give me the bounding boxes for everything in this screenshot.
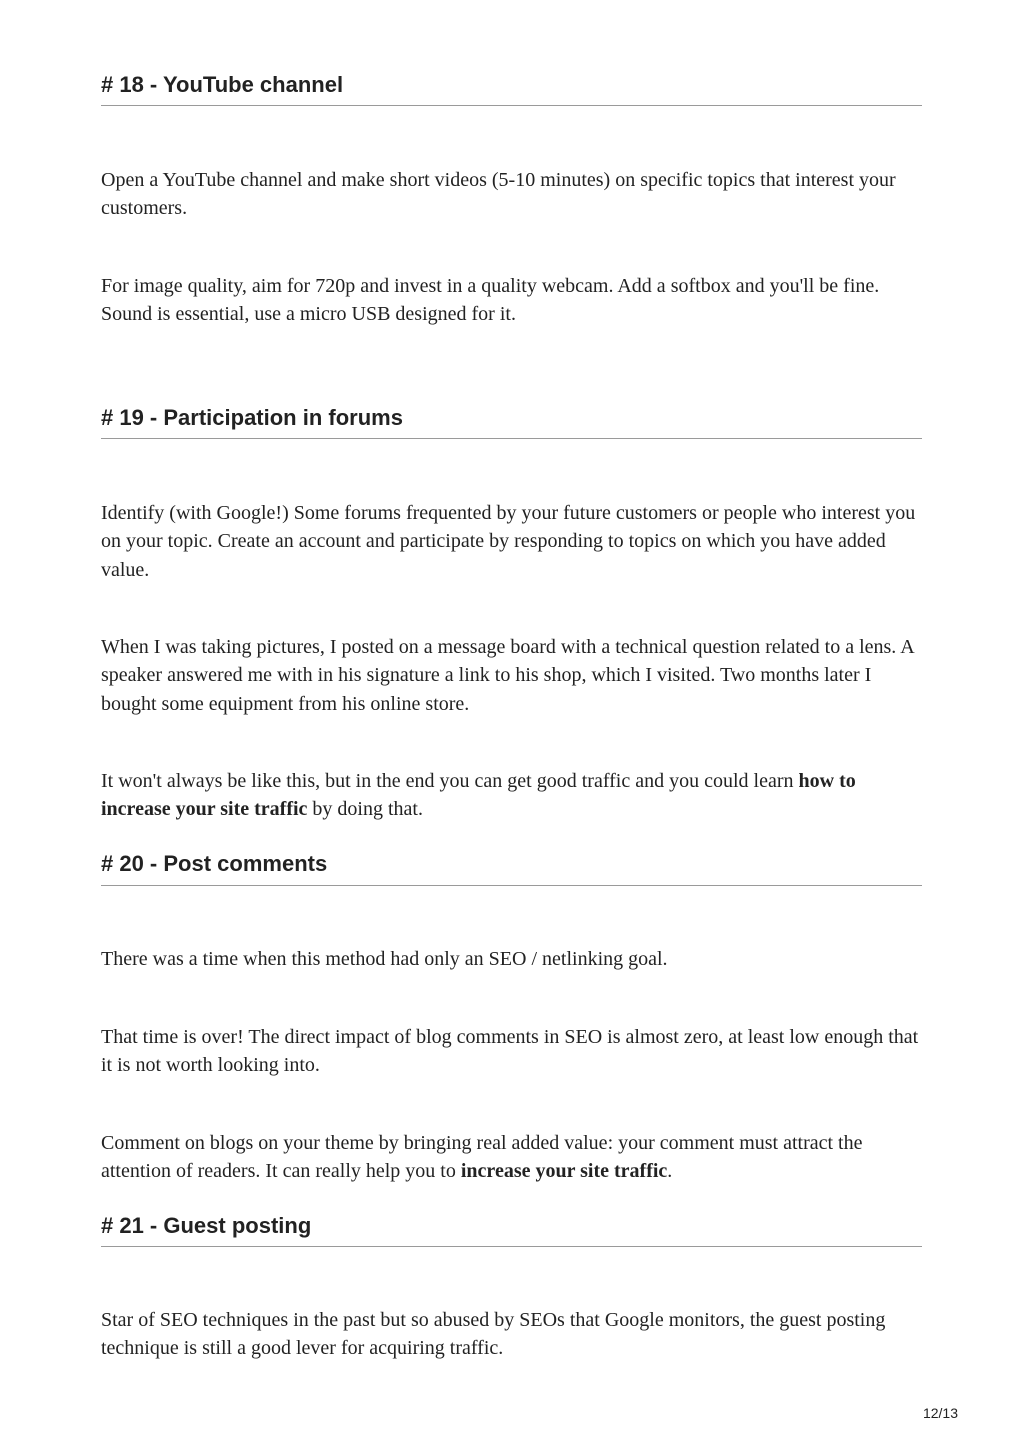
bold-phrase: increase your site traffic bbox=[460, 1160, 668, 1183]
paragraph: That time is over! The direct impact of blog comments in SEO is almost zero, at least low enough that it is not worth looking into. bbox=[101, 1026, 919, 1077]
paragraph: Identify (with Google!) Some forums frequented by your future customers or people who interest you on your topic. Create an account and participate by responding to topics on which you have added value. bbox=[101, 502, 916, 581]
section-divider-20 bbox=[101, 885, 922, 886]
paragraph-text: Comment on blogs on your theme by bringing real added value: your comment must attract the attention of readers. It can really help you to bbox=[101, 1132, 863, 1183]
paragraph: When I was taking pictures, I posted on a message board with a technical question related to a lens. A speaker answered me with in his signature a link to his shop, which I visited. Two months later I bought some equipment from his online store. bbox=[101, 636, 914, 715]
paragraph bbox=[101, 767, 922, 824]
paragraph-text: . bbox=[667, 1160, 673, 1183]
paragraph: Open a YouTube channel and make short videos (5-10 minutes) on specific topics that interest your customers. bbox=[101, 169, 896, 220]
section-heading-21: # 21 - Guest posting bbox=[101, 1213, 312, 1238]
paragraph-text: by doing that. bbox=[307, 798, 423, 821]
paragraph: There was a time when this method had only an SEO / netlinking goal. bbox=[101, 948, 668, 970]
section-divider-19 bbox=[101, 438, 922, 439]
paragraph bbox=[101, 1129, 922, 1186]
section-divider-18 bbox=[101, 105, 922, 106]
paragraph: For image quality, aim for 720p and invest in a quality webcam. Add a softbox and you'll be fine. Sound is essential, use a micro USB designed for it. bbox=[101, 275, 880, 326]
page-number: 12/13 bbox=[922, 1405, 958, 1421]
paragraph: Star of SEO techniques in the past but so abused by SEOs that Google monitors, the guest posting technique is still a good lever for acquiring traffic. bbox=[101, 1309, 886, 1360]
section-heading-19: # 19 - Participation in forums bbox=[101, 405, 403, 430]
paragraph-text: It won't always be like this, but in the end you can get good traffic and you could learn bbox=[101, 770, 799, 792]
section-divider-21 bbox=[101, 1246, 922, 1247]
bold-phrase: how to increase your site traffic bbox=[101, 770, 856, 821]
section-heading-18: # 18 - YouTube channel bbox=[101, 72, 344, 97]
section-heading-20: # 20 - Post comments bbox=[101, 851, 328, 876]
